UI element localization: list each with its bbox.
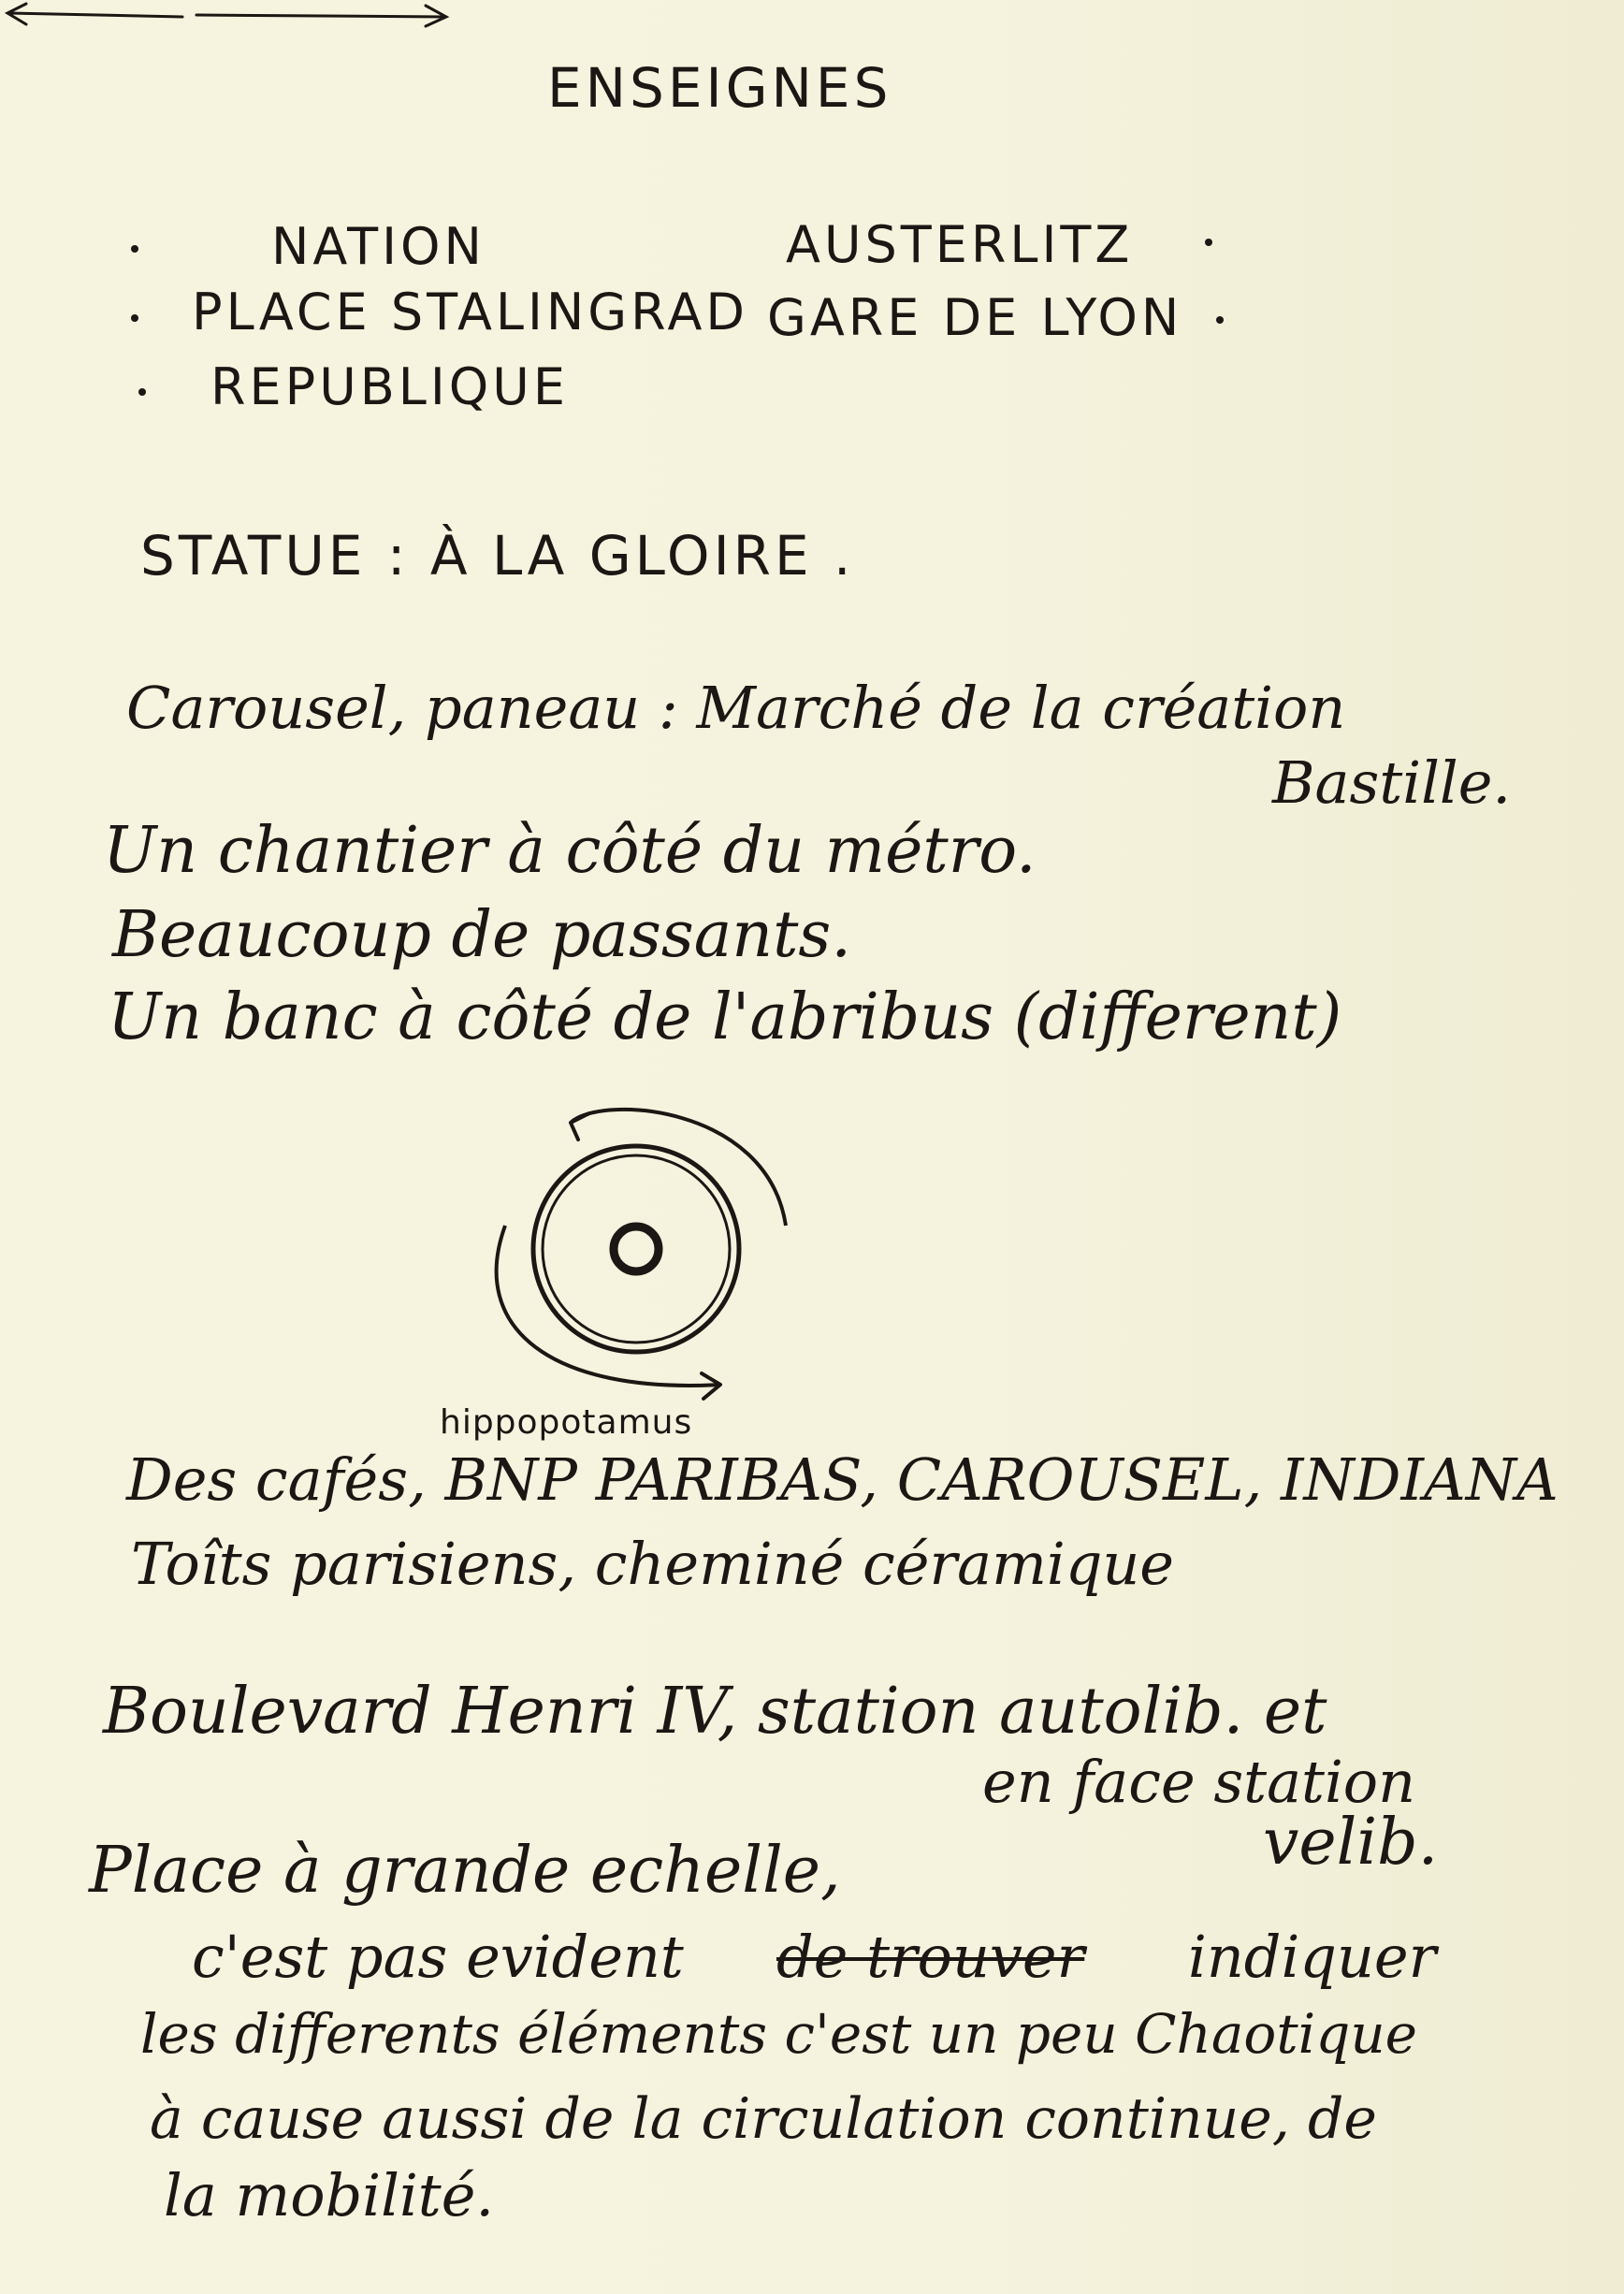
left-list-item: NATION <box>271 217 486 276</box>
boulevard-line: Boulevard Henri IV, station autolib. et <box>103 1675 1327 1749</box>
page-heading: ENSEIGNES <box>547 56 892 120</box>
mobilite-line: la mobilité. <box>164 2161 495 2229</box>
carousel-line: Carousel, paneau : Marché de la création <box>126 674 1346 742</box>
bullet-dot <box>131 314 138 322</box>
left-list-item: PLACE STALINGRAD <box>192 283 748 341</box>
evident-line-struck: de trouver <box>776 1923 1085 1991</box>
roundabout-diagram <box>449 1085 823 1422</box>
chantier-line: Un chantier à côté du métro. <box>103 814 1037 888</box>
bullet-dot <box>1216 316 1224 324</box>
place-line: Place à grande echelle, <box>89 1834 841 1908</box>
boulevard-line-2: en face station <box>982 1748 1416 1816</box>
evident-line-end: indiquer <box>1188 1923 1437 1991</box>
right-list-item: AUSTERLITZ <box>786 215 1134 274</box>
arrow-right-icon <box>192 0 454 28</box>
diagram-label: hippopotamus <box>440 1403 693 1442</box>
cafes-line: Des cafés, BNP PARIBAS, CAROUSEL, INDIANA <box>126 1445 1559 1514</box>
cause-line: à cause aussi de la circulation continue, de <box>150 2086 1377 2152</box>
banc-line: Un banc à côté de l'abribus (different) <box>108 980 1342 1054</box>
bullet-dot <box>131 245 138 253</box>
evident-line-start: c'est pas evident <box>192 1923 684 1991</box>
statue-line: STATUE : À LA GLOIRE . <box>140 524 855 588</box>
arrow-left-icon <box>0 0 187 28</box>
velib-line: velib. <box>1263 1806 1439 1880</box>
elements-line: les differents éléments c'est un peu Chaotique <box>140 2002 1418 2066</box>
bullet-dot <box>138 388 146 396</box>
carousel-line-2: Bastille. <box>1272 748 1512 817</box>
right-list-item: GARE DE LYON <box>767 288 1183 347</box>
toits-line: Toîts parisiens, cheminé céramique <box>131 1530 1175 1598</box>
bleed-through <box>964 140 1618 172</box>
bullet-dot <box>1205 239 1212 246</box>
left-list-item: REPUBLIQUE <box>210 357 569 416</box>
passants-line: Beaucoup de passants. <box>112 898 851 972</box>
